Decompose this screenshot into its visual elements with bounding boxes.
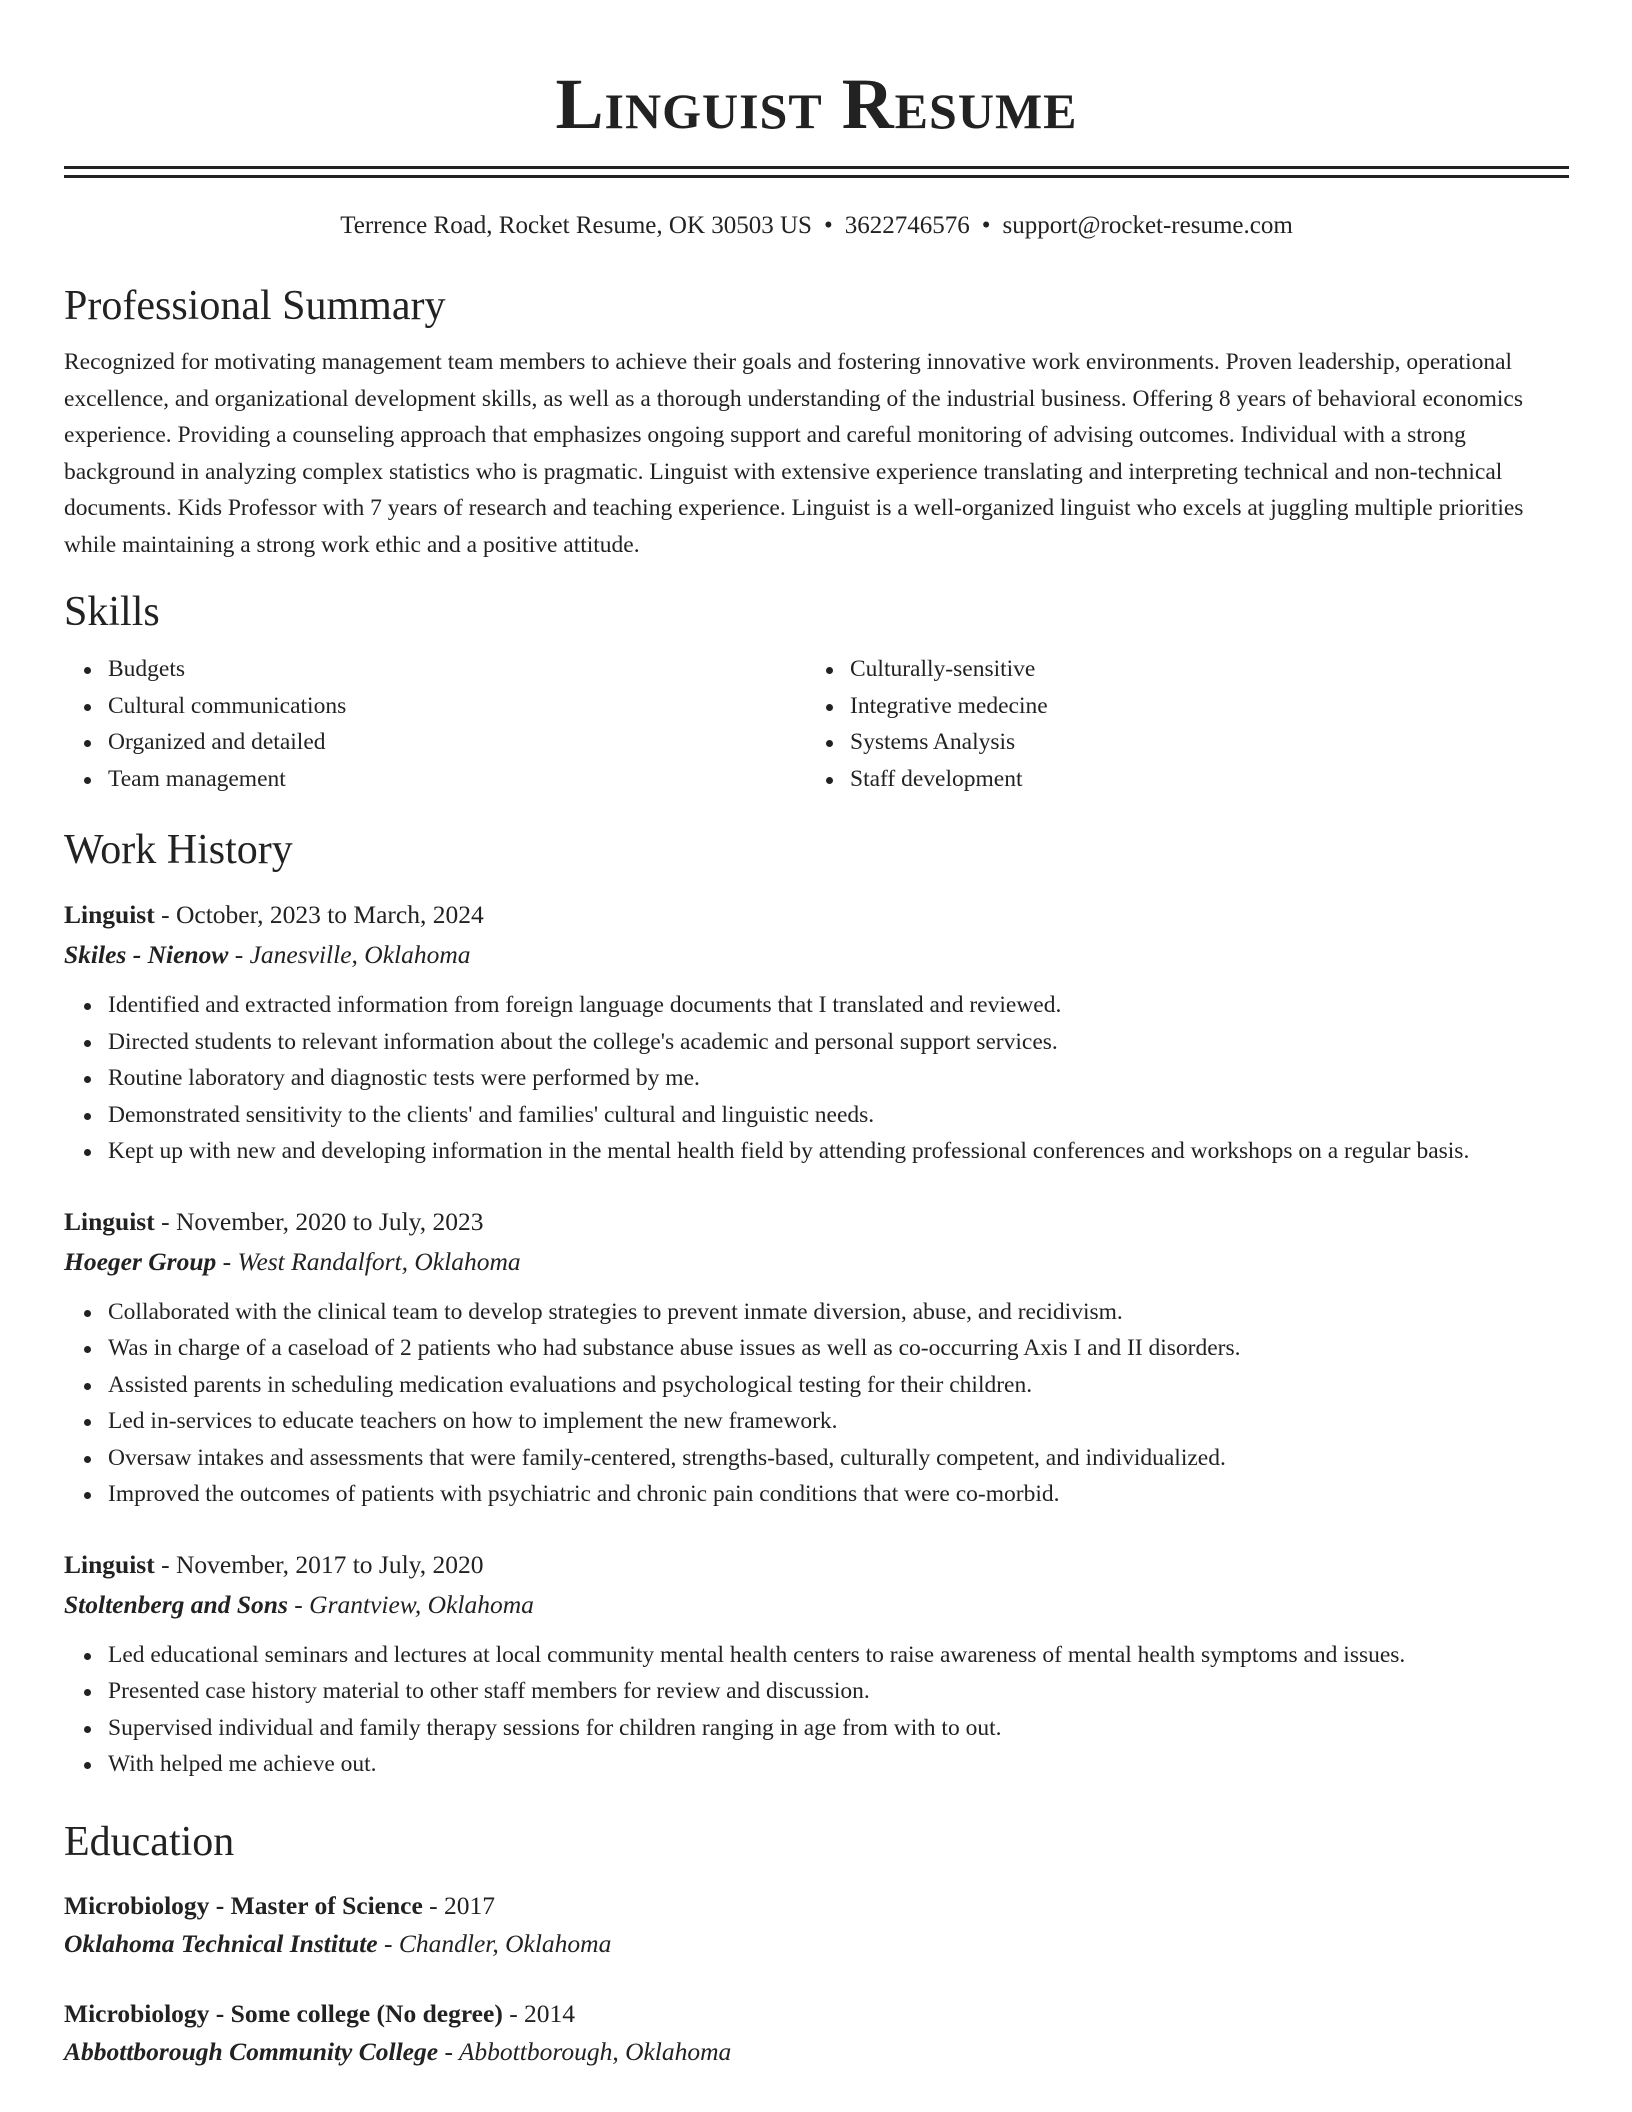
duty-item: Assisted parents in scheduling medication evaluations and psychological testing for their children. [108, 1367, 1569, 1404]
job-duties [64, 987, 1569, 1170]
duty-item: Collaborated with the clinical team to develop strategies to prevent inmate diversion, abuse, and recidivism. [108, 1294, 1569, 1331]
job-dates: - October, 2023 to March, 2024 [154, 900, 484, 929]
contact-email[interactable]: support@rocket-resume.com [1002, 212, 1293, 239]
duty-item: Led in-services to educate teachers on how to implement the new framework. [108, 1403, 1569, 1440]
skill-item: Integrative medecine [850, 688, 1548, 725]
duty-item: Led educational seminars and lectures at local community mental health centers to raise awareness of mental health symptoms and issues. [108, 1637, 1569, 1674]
skill-item: Team management [108, 761, 806, 798]
education-year: - 2014 [502, 1998, 576, 2028]
education-degree: Microbiology - Some college (No degree) [64, 1998, 503, 2028]
contact-separator: • [823, 212, 833, 239]
contact-address: Terrence Road, Rocket Resume, OK 30503 US [340, 212, 812, 239]
education-year: - 2017 [422, 1890, 496, 1920]
job-title-line [64, 1202, 1569, 1242]
job-dates: - November, 2017 to July, 2020 [154, 1549, 484, 1579]
skills-list-right [806, 651, 1548, 797]
duty-item: Routine laboratory and diagnostic tests were performed by me. [108, 1060, 1569, 1097]
duty-item: Improved the outcomes of patients with psychiatric and chronic pain conditions that were co-morbid. [108, 1476, 1569, 1513]
education-location: - Chandler, Oklahoma [377, 1928, 612, 1958]
skill-item: Systems Analysis [850, 724, 1548, 761]
job-company-line [64, 1242, 1569, 1282]
job-title: Linguist [64, 900, 155, 929]
work-history-heading: Work History [64, 827, 293, 873]
education-school: Abbottborough Community College [64, 2036, 439, 2066]
duty-item: Demonstrated sensitivity to the clients' and families' cultural and linguistic needs. [108, 1097, 1569, 1134]
contact-phone: 3622746576 [844, 212, 970, 239]
job-dates: - November, 2020 to July, 2023 [154, 1206, 484, 1236]
skill-item: Budgets [108, 651, 806, 688]
job-entry [64, 895, 1569, 1170]
contact-line [64, 211, 1569, 241]
education-degree-line [64, 1995, 1569, 2033]
contact-separator: • [981, 212, 991, 239]
job-title-line [64, 1545, 1569, 1585]
duty-item: Kept up with new and developing information in the mental health field by attending professional conferences and workshops on a regular basis. [108, 1133, 1569, 1170]
job-location: - Grantview, Oklahoma [287, 1589, 534, 1619]
education-entry [64, 1995, 1569, 2071]
duty-item: Identified and extracted information from foreign language documents that I translated and reviewed. [108, 987, 1569, 1024]
job-entry [64, 1545, 1569, 1783]
skill-item: Staff development [850, 761, 1548, 798]
resume-page [64, 0, 1569, 2071]
job-duties [64, 1637, 1569, 1783]
skill-item: Culturally-sensitive [850, 651, 1548, 688]
education-location: - Abbottborough, Oklahoma [438, 2036, 732, 2066]
duty-item: With helped me achieve out. [108, 1746, 1569, 1783]
skills-columns [64, 651, 1569, 797]
education-entry [64, 1887, 1569, 1963]
duty-item: Presented case history material to other staff members for review and discussion. [108, 1673, 1569, 1710]
duty-item: Directed students to relevant information about the college's academic and personal support services. [108, 1024, 1569, 1061]
job-company-line [64, 935, 1569, 975]
job-location: - Janesville, Oklahoma [228, 940, 471, 969]
duty-item: Supervised individual and family therapy sessions for children ranging in age from with to out. [108, 1710, 1569, 1747]
skills-heading: Skills [64, 589, 160, 635]
skill-item: Organized and detailed [108, 724, 806, 761]
duty-item: Was in charge of a caseload of 2 patients who had substance abuse issues as well as co-occurring Axis I and II disorders. [108, 1330, 1569, 1367]
job-title-line [64, 895, 1569, 935]
education-school-line [64, 2033, 1569, 2071]
duty-item: Oversaw intakes and assessments that were family-centered, strengths-based, culturally competent, and individualized. [108, 1440, 1569, 1477]
job-company: Hoeger Group [64, 1246, 217, 1276]
title-rule-bottom [64, 175, 1569, 178]
job-duties [64, 1294, 1569, 1513]
summary-text: Recognized for motivating management team members to achieve their goals and fostering innovative work environments. Proven leadership, operational excellence, and organizational development skills, as well as a thorough understanding of the industrial business. Offering 8 years of behavioral economics experience. Providing a counseling approach that emphasizes ongoing support and careful monitoring of advising outcomes. Individual with a strong background in analyzing complex statistics who is pragmatic. Linguist with extensive experience translating and interpreting technical and non-technical documents. Kids Professor with 7 years of research and teaching experience. Linguist is a well-organized linguist who excels at juggling multiple priorities while maintaining a strong work ethic and a positive attitude. [64, 349, 1524, 558]
education-school-line [64, 1925, 1569, 1963]
skills-list-left [64, 651, 806, 797]
title-rule-top [64, 166, 1569, 169]
education-degree: Microbiology - Master of Science [64, 1890, 423, 1920]
job-company: Stoltenberg and Sons [64, 1589, 288, 1619]
education-heading: Education [64, 1818, 235, 1865]
job-title: Linguist [64, 1206, 155, 1236]
summary-heading: Professional Summary [64, 283, 446, 329]
resume-title: Linguist Resume [555, 64, 1078, 144]
job-location: - West Randalfort, Oklahoma [216, 1246, 521, 1276]
job-title: Linguist [64, 1549, 155, 1579]
education-school: Oklahoma Technical Institute [64, 1928, 378, 1958]
skill-item: Cultural communications [108, 688, 806, 725]
job-company-line [64, 1585, 1569, 1625]
education-degree-line [64, 1887, 1569, 1925]
job-entry [64, 1202, 1569, 1513]
job-company: Skiles - Nienow [64, 940, 229, 969]
